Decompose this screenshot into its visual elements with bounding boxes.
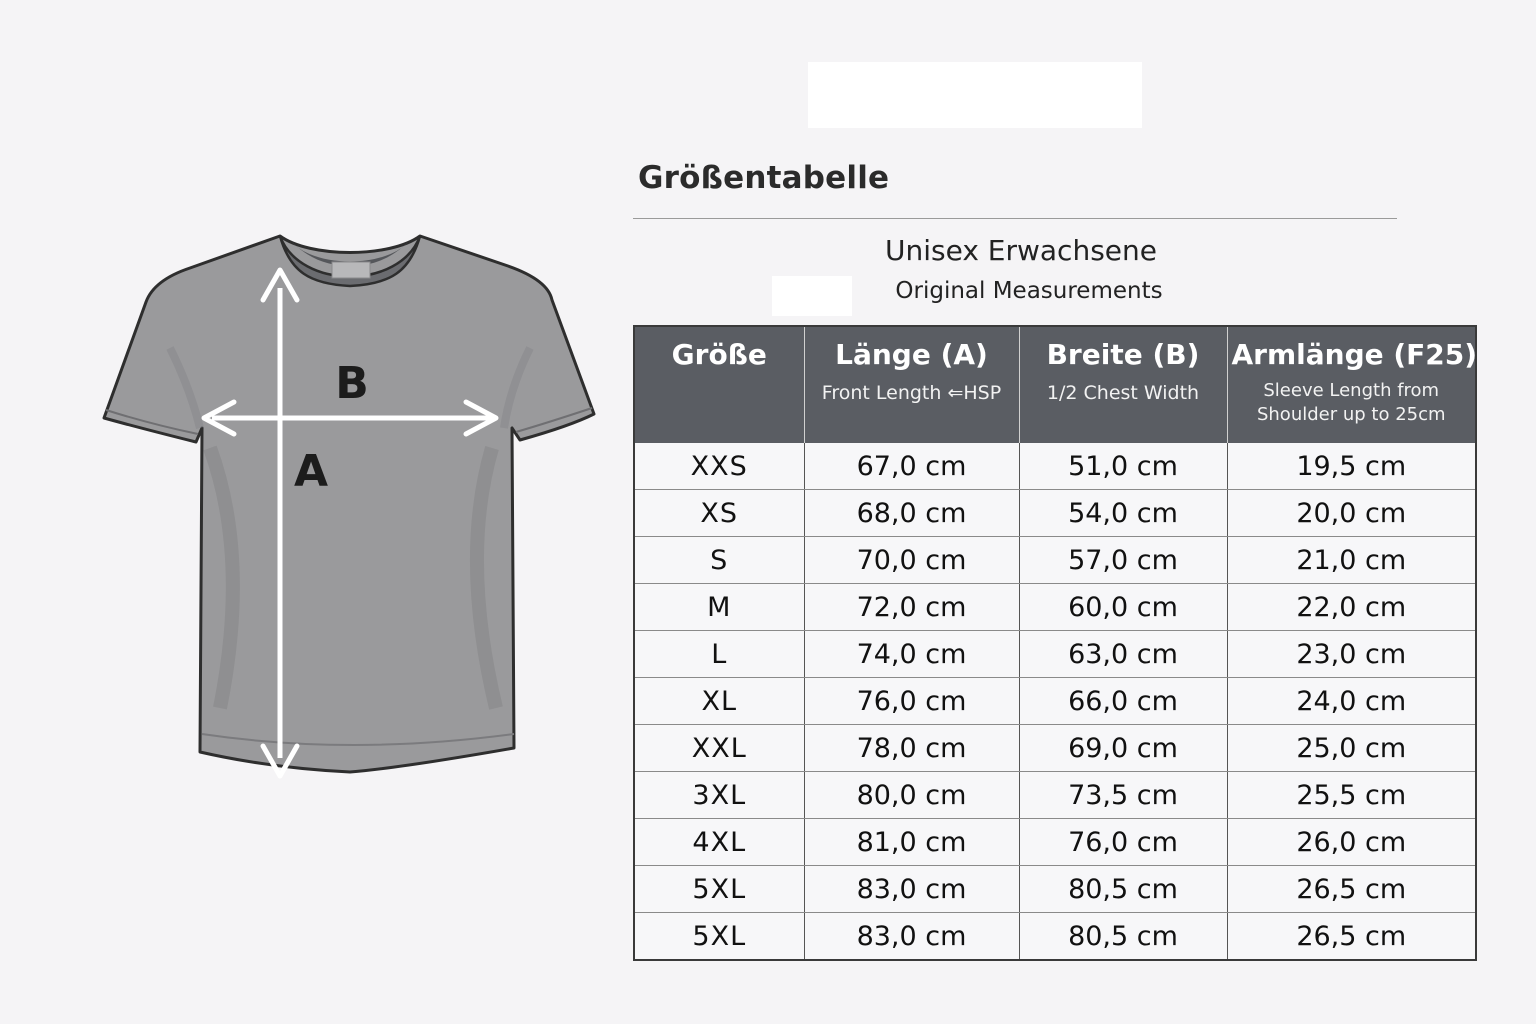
width-cell: 54,0 cm: [1019, 490, 1227, 537]
header-main: Länge (A): [835, 338, 988, 371]
table-row: [634, 866, 1476, 913]
header-main: Armlänge (F25): [1231, 338, 1478, 371]
width-cell: 80,5 cm: [1019, 913, 1227, 961]
table-row: [634, 631, 1476, 678]
table-row: [634, 819, 1476, 866]
table-subtitle: Unisex Erwachsene: [884, 234, 1157, 267]
header-sub: 1/2 Chest Width: [1046, 382, 1200, 404]
tshirt-illustration: [100, 228, 600, 788]
table-row: [634, 725, 1476, 772]
table-row: [634, 913, 1476, 961]
header-width: [1019, 326, 1227, 443]
size-cell: XS: [634, 490, 804, 537]
table-row: [634, 584, 1476, 631]
size-cell: 3XL: [634, 772, 804, 819]
page-title: Größentabelle: [638, 160, 890, 196]
table-row: [634, 490, 1476, 537]
width-cell: 73,5 cm: [1019, 772, 1227, 819]
header-sleeve: [1227, 326, 1476, 443]
header-sub2: Shoulder up to 25cm: [1256, 404, 1446, 425]
width-cell: 60,0 cm: [1019, 584, 1227, 631]
width-cell: 51,0 cm: [1019, 443, 1227, 490]
sleeve-cell: 21,0 cm: [1227, 537, 1476, 584]
size-cell: L: [634, 631, 804, 678]
header-main: Größe: [671, 338, 767, 371]
table-row: [634, 443, 1476, 490]
header-size: [634, 326, 804, 443]
sleeve-cell: 26,5 cm: [1227, 913, 1476, 961]
table-row: [634, 678, 1476, 725]
table-header-row: [634, 326, 1476, 443]
size-cell: XXS: [634, 443, 804, 490]
blank-area: [808, 62, 1142, 128]
length-cell: 78,0 cm: [804, 725, 1019, 772]
width-cell: 69,0 cm: [1019, 725, 1227, 772]
sleeve-cell: 20,0 cm: [1227, 490, 1476, 537]
width-cell: 57,0 cm: [1019, 537, 1227, 584]
header-main: Breite (B): [1046, 338, 1200, 371]
length-cell: 83,0 cm: [804, 866, 1019, 913]
sleeve-cell: 22,0 cm: [1227, 584, 1476, 631]
title-divider: [633, 218, 1397, 219]
size-cell: 5XL: [634, 913, 804, 961]
header-length: [804, 326, 1019, 443]
table-row: [634, 772, 1476, 819]
length-cell: 80,0 cm: [804, 772, 1019, 819]
width-cell: 63,0 cm: [1019, 631, 1227, 678]
sleeve-cell: 24,0 cm: [1227, 678, 1476, 725]
sleeve-cell: 25,0 cm: [1227, 725, 1476, 772]
sleeve-cell: 25,5 cm: [1227, 772, 1476, 819]
size-cell: S: [634, 537, 804, 584]
size-cell: M: [634, 584, 804, 631]
table-subtitle-secondary: Original Measurements: [895, 278, 1163, 304]
table-row: [634, 537, 1476, 584]
header-sub: Front Length ⇐HSP: [821, 382, 1002, 404]
width-cell: 76,0 cm: [1019, 819, 1227, 866]
label-b: B: [335, 358, 369, 409]
sleeve-cell: 26,0 cm: [1227, 819, 1476, 866]
sleeve-cell: 26,5 cm: [1227, 866, 1476, 913]
size-cell: XL: [634, 678, 804, 725]
length-cell: 68,0 cm: [804, 490, 1019, 537]
size-cell: 5XL: [634, 866, 804, 913]
length-cell: 70,0 cm: [804, 537, 1019, 584]
width-cell: 66,0 cm: [1019, 678, 1227, 725]
tshirt-diagram: [100, 228, 600, 788]
header-sub: Sleeve Length from: [1263, 380, 1440, 401]
length-cell: 74,0 cm: [804, 631, 1019, 678]
sleeve-cell: 19,5 cm: [1227, 443, 1476, 490]
label-a: A: [293, 446, 329, 497]
length-cell: 67,0 cm: [804, 443, 1019, 490]
sleeve-cell: 23,0 cm: [1227, 631, 1476, 678]
tshirt-body: [104, 236, 594, 772]
length-cell: 72,0 cm: [804, 584, 1019, 631]
size-cell: 4XL: [634, 819, 804, 866]
size-table: [633, 325, 1477, 961]
length-cell: 83,0 cm: [804, 913, 1019, 961]
width-cell: 80,5 cm: [1019, 866, 1227, 913]
length-cell: 76,0 cm: [804, 678, 1019, 725]
size-cell: XXL: [634, 725, 804, 772]
length-cell: 81,0 cm: [804, 819, 1019, 866]
neck-label: [332, 262, 370, 278]
